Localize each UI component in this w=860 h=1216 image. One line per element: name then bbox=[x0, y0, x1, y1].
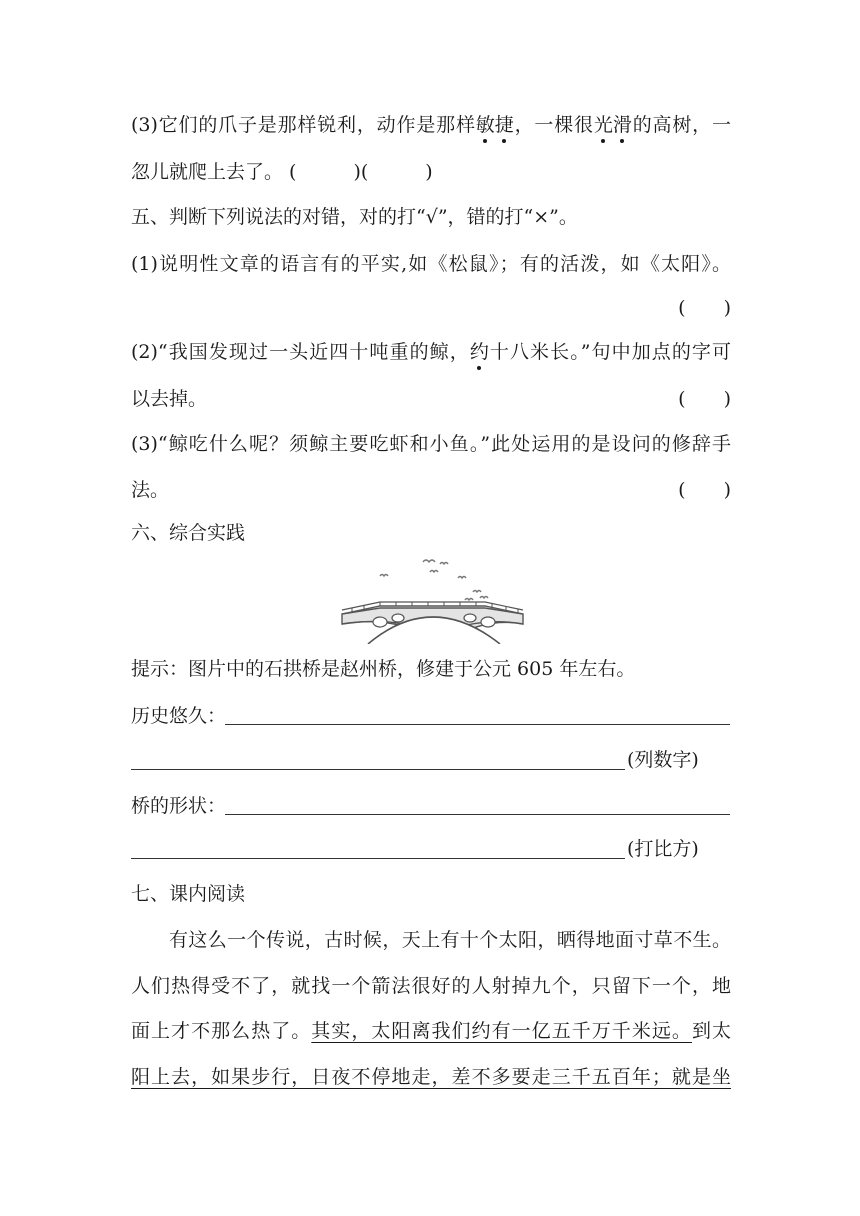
answer-paren[interactable]: ( ) bbox=[678, 388, 731, 410]
underlined-sentence: 阳上去，如果步行，日夜不停地走，差不多要走三千五百年；就是坐 bbox=[131, 1066, 731, 1088]
answer-paren[interactable]: ( ) bbox=[678, 479, 731, 501]
shape-label: 桥的形状： bbox=[131, 795, 227, 817]
reading-line-4 bbox=[131, 1065, 731, 1089]
question-3-line-2: 忽儿就爬上去了。 ( )( ) bbox=[131, 161, 433, 183]
question-3: (3)它们的爪子是那样锐利，动作是那样敏捷，一棵很光滑的高树，一 bbox=[131, 114, 731, 136]
shape-answer-line-2[interactable] bbox=[131, 858, 625, 859]
zhaozhou-bridge-illustration bbox=[340, 552, 525, 644]
dotted-char: 约 bbox=[469, 341, 489, 363]
underlined-sentence: 其实，太阳离我们约有一亿五千万千米远。 bbox=[311, 1020, 692, 1042]
reading-line-2: 人们热得受不了，就找一个箭法很好的人射掉九个，只留下一个，地 bbox=[131, 975, 731, 997]
reading-line-3: 面上才不那么热了。其实，太阳离我们约有一亿五千万千米远。到太 bbox=[131, 1020, 731, 1042]
history-label: 历史悠久： bbox=[131, 705, 227, 727]
reading-line-1: 有这么一个传说，古时候，天上有十个太阳，晒得地面寸草不生。 bbox=[169, 929, 731, 951]
birds bbox=[380, 560, 488, 600]
section-5-title: 五、判断下列说法的对错，对的打“√”，错的打“×”。 bbox=[131, 206, 578, 228]
section-6-hint: 提示：图片中的石拱桥是赵州桥，修建于公元 605 年左右。 bbox=[131, 658, 636, 680]
section-5-item-2: (2)“我国发现过一头近四十吨重的鲸，约十八米长。”句中加点的字可 bbox=[131, 341, 731, 363]
history-note: (列数字) bbox=[627, 749, 699, 771]
shape-note: (打比方) bbox=[627, 838, 699, 860]
section-5-item-2-line-2: 以去掉。 bbox=[131, 388, 208, 410]
dotted-char: 滑 bbox=[612, 114, 632, 136]
section-5-item-3-line-2: 法。 bbox=[131, 479, 170, 501]
dotted-char: 敏 bbox=[475, 114, 495, 136]
section-5-item-1: (1)说明性文章的语言有的平实,如《松鼠》；有的活泼，如《太阳》。 bbox=[131, 253, 731, 275]
section-5-item-3: (3)“鲸吃什么呢？须鲸主要吃虾和小鱼。”此处运用的是设问的修辞手 bbox=[131, 433, 731, 455]
answer-paren[interactable]: ( ) bbox=[678, 297, 731, 319]
shape-answer-line[interactable] bbox=[225, 814, 730, 815]
dotted-char: 光 bbox=[593, 114, 613, 136]
history-answer-line-2[interactable] bbox=[131, 769, 625, 770]
section-7-title: 七、课内阅读 bbox=[131, 883, 246, 905]
section-6-title: 六、综合实践 bbox=[131, 522, 246, 544]
dotted-char: 捷 bbox=[494, 114, 514, 136]
history-answer-line[interactable] bbox=[225, 724, 730, 725]
